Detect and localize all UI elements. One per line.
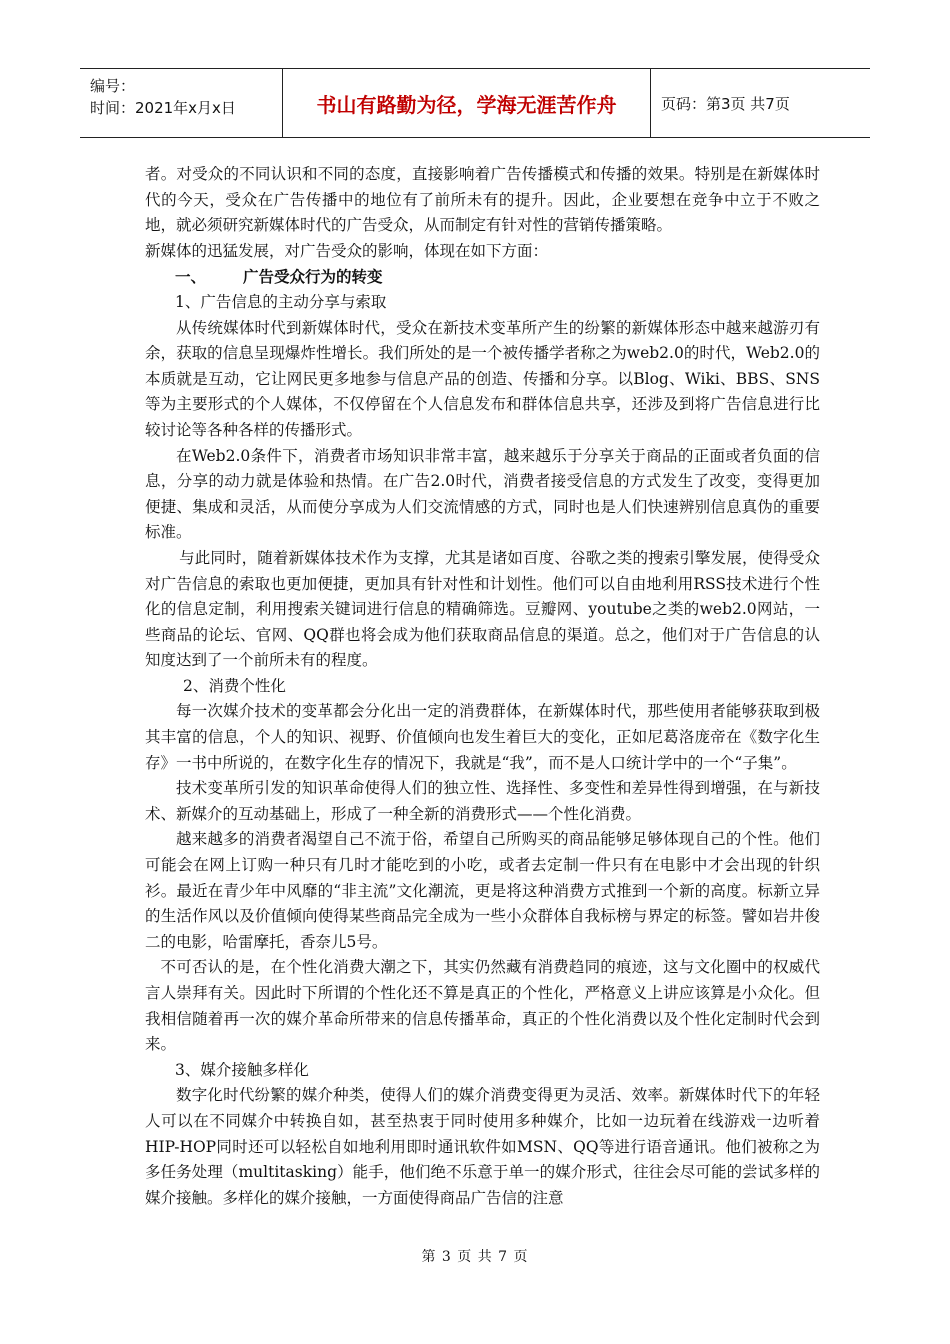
header-page-info: 页码：第3页 共7页 (661, 94, 790, 113)
paragraph: 从传统媒体时代到新媒体时代，受众在新技术变革所产生的纷繁的新媒体形态中越来越游刃有余，获取的信息呈现爆炸性增长。我们所处的是一个被传播学者称之为web2.0的时代，Web2.0的本质就是互动，它让网民更多地参与信息产品的创造、传播和分享。以Blog、Wiki、BBS、SNS等为主要形式的个人媒体，不仅停留在个人信息发布和群体信息共享，还涉及到将广告信息进行比较讨论等各种各样的传播形式。 (145, 318, 820, 439)
section-heading-title: 广告受众行为的转变 (243, 267, 383, 287)
section-heading (145, 264, 820, 290)
subheading: 3、媒介接触多样化 (175, 1060, 309, 1079)
paragraph: 技术变革所引发的知识革命使得人们的独立性、选择性、多变性和差异性得到增强，在与新技术、新媒介的互动基础上，形成了一种全新的消费形式——个性化消费。 (145, 779, 820, 823)
paragraph: 每一次媒介技术的变革都会分化出一定的消费群体，在新媒体时代，那些使用者能够获取到极其丰富的信息，个人的知识、视野、价值倾向也发生着巨大的变化，正如尼葛洛庞帝在《数字化生存》一书中所说的，在数字化生存的情况下，我就是“我”，而不是人口统计学中的一个“子集”。 (145, 702, 820, 772)
header-meta-cell (80, 69, 283, 137)
page-header (80, 68, 870, 138)
document-number-label: 编号： (90, 77, 136, 95)
paragraph: 在Web2.0条件下，消费者市场知识非常丰富，越来越乐于分享关于商品的正面或者负面的信息，分享的动力就是体验和热情。在广告2.0时代，消费者接受信息的方式发生了改变，变得更加便捷、集成和灵活，从而使分享成为人们交流情感的方式，同时也是人们快速辨别信息真伪的重要标准。 (145, 446, 820, 542)
paragraph: 者。对受众的不同认识和不同的态度，直接影响着广告传播模式和传播的效果。特别是在新媒体时代的今天，受众在广告传播中的地位有了前所未有的提升。因此，企业要想在竞争中立于不败之地，就必须研究新媒体时代的广告受众，从而制定有针对性的营销传播策略。 (145, 165, 820, 235)
paragraph: 数字化时代纷繁的媒介种类，使得人们的媒介消费变得更为灵活、效率。新媒体时代下的年轻人可以在不同媒介中转换自如，甚至热衷于同时使用多种媒介，比如一边玩着在线游戏一边听着HIP-HOP同时还可以轻松自如地利用即时通讯软件如MSN、QQ等进行语音通讯。他们被称之为多任务处理（multitasking）能手，他们绝不乐意于单一的媒介形式，往往会尽可能的尝试多样的媒介接触。多样化的媒介接触，一方面使得商品广告信的注意 (145, 1086, 820, 1207)
document-body (145, 162, 820, 1211)
paragraph: 与此同时，随着新媒体技术作为支撑，尤其是诸如百度、谷歌之类的搜索引擎发展，使得受众对广告信息的索取也更加便捷，更加具有针对性和计划性。他们可以自由地利用RSS技术进行个性化的信息定制，利用搜索关键词进行信息的精确筛选。豆瓣网、youtube之类的web2.0网站，一些商品的论坛、官网、QQ群也将会成为他们获取商品信息的渠道。总之，他们对于广告信息的认知度达到了一个前所未有的程度。 (145, 548, 820, 670)
header-motto: 书山有路勤为径，学海无涯苦作舟 (283, 69, 651, 137)
paragraph: 越来越多的消费者渴望自己不流于俗，希望自己所购买的商品能够足够体现自己的个性。他们可能会在网上订购一种只有几时才能吃到的小吃，或者去定制一件只有在电影中才会出现的针织衫。最近在青少年中风靡的“非主流”文化潮流，更是将这种消费方式推到一个新的高度。标新立异的生活作风以及价值倾向使得某些商品完全成为一些小众群体自我标榜与界定的标签。譬如岩井俊二的电影，哈雷摩托，香奈儿5号。 (145, 830, 820, 951)
document-date-label: 时间：2021年x月x日 (90, 99, 236, 117)
paragraph: 新媒体的迅猛发展，对广告受众的影响，体现在如下方面： (145, 241, 549, 260)
subheading: 2、消费个性化 (183, 676, 286, 695)
subheading: 1、广告信息的主动分享与索取 (175, 292, 387, 311)
section-heading-number: 一、 (175, 267, 207, 287)
page-footer: 第 3 页 共 7 页 (421, 1249, 529, 1265)
paragraph: 不可否认的是，在个性化消费大潮之下，其实仍然藏有消费趋同的痕迹，这与文化圈中的权威代言人崇拜有关。因此时下所谓的个性化还不算是真正的个性化，严格意义上讲应该算是小众化。但我相信随着再一次的媒介革命所带来的信息传播革命，真正的个性化消费以及个性化定制时代会到来。 (145, 958, 820, 1054)
